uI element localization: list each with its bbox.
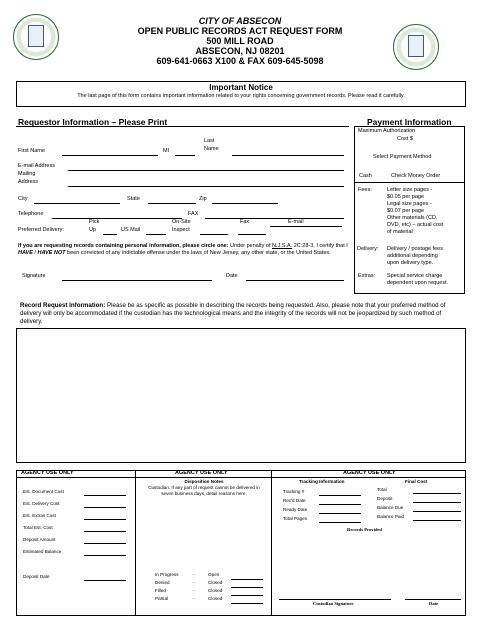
telephone-label: Telephone (18, 211, 44, 217)
estimated-balance-field[interactable] (84, 555, 126, 556)
signature-field[interactable] (62, 280, 212, 281)
agency-title-1: AGENCY USE ONLY (21, 470, 74, 476)
city-label: City (18, 196, 28, 202)
first-name-field[interactable] (62, 155, 158, 156)
deposit-amount-field[interactable] (84, 543, 126, 544)
balance-paid-field[interactable] (413, 520, 461, 521)
cash-option[interactable]: Cash (359, 173, 372, 179)
email-field[interactable] (68, 170, 344, 171)
telephone-field[interactable] (52, 218, 182, 219)
have-not-option[interactable]: HAVE NOT (37, 250, 66, 256)
njsa: N.J.S.A. (272, 243, 293, 249)
last-label-1: Last (204, 138, 215, 144)
first-name-label: First Name (18, 148, 45, 154)
agency-box (16, 470, 466, 616)
status-denied-field[interactable] (231, 587, 263, 588)
us-mail-label: US Mail (121, 227, 141, 233)
payment-title: Payment Information (367, 117, 452, 127)
ready-date-field[interactable] (319, 513, 361, 514)
custodian-date-label: Date (429, 601, 439, 606)
certification-c: been convicted of any indictable offense under the laws of New Jersey, any other state, or the United States. (67, 250, 331, 256)
fees-list: Letter size pages - $0.05 per page Legal size pages - $0.07 per page Other materials (CD, DVD, etc) – actual cost of material (387, 187, 444, 235)
email-delivery-label: E-mail (288, 219, 304, 225)
on-site-label: On-Site (172, 219, 191, 225)
received-date-field[interactable] (319, 504, 361, 505)
state-label: State (127, 196, 140, 202)
city-name: CITY OF ABSECON (198, 16, 282, 26)
form-title: OPEN PUBLIC RECORDS ACT REQUEST FORM (137, 26, 343, 36)
custodian-signature-field[interactable] (279, 599, 391, 600)
email-label: E-mail Address (18, 163, 55, 169)
check-option[interactable]: Check Money Order (391, 173, 441, 179)
max-auth-label: Maximum Authorization (358, 128, 416, 134)
town: ABSECON, NJ 08201 (195, 46, 285, 56)
date-field[interactable] (246, 280, 344, 281)
status-partial-field[interactable] (231, 603, 263, 604)
status-open-field[interactable] (231, 579, 263, 580)
phone: 609-641-0663 X100 & FAX 609-645-5098 (156, 56, 324, 66)
deposit-date: Deposit Date (23, 574, 50, 579)
total-est-cost-field[interactable] (84, 531, 126, 532)
final-deposit-field[interactable] (413, 502, 461, 503)
final-cost-title: Final Cost (405, 479, 428, 484)
notice-box (16, 81, 466, 107)
preferred-delivery-label: Preferred Delivery: (18, 227, 64, 233)
estimated-balance: Estimated Balance (23, 549, 62, 554)
est-document-cost-field[interactable] (84, 495, 126, 496)
up-label: Up (89, 227, 97, 233)
address-label: Address (18, 179, 39, 185)
balance-due-field[interactable] (413, 511, 461, 512)
deposit-date-field[interactable] (84, 580, 126, 581)
mi-label: MI (163, 148, 170, 154)
signature-label: Signature (22, 273, 46, 279)
mailing-label: Mailing (18, 171, 36, 177)
cost-label: Cost $ (397, 136, 413, 142)
agency-title-3: AGENCY USE ONLY (343, 470, 396, 476)
state-field[interactable] (148, 203, 196, 204)
agency-title-2: AGENCY USE ONLY (175, 470, 228, 476)
last-label-2: Name (204, 146, 219, 152)
records-provided-label: Records Provided (347, 527, 383, 532)
disposition-text: Custodian: If any part of request cannot be delivered in seven business days, detail reasons here. (148, 485, 260, 496)
status-filled-field[interactable] (231, 595, 263, 596)
tracking-title: Tracking Information (299, 479, 345, 484)
select-payment-label: Select Payment Method (373, 154, 432, 160)
certification-a: Under penalty of (230, 243, 271, 249)
mail-check[interactable] (146, 234, 166, 235)
certification-b: 2C:28-3, I certify that I (293, 243, 348, 249)
email-check[interactable] (270, 226, 342, 227)
est-document-cost: Est. Document Cost (23, 489, 64, 494)
est-extras-cost: Est. Extras Cost (23, 513, 56, 518)
total-est-cost: Total Est. Cost (23, 525, 53, 530)
address-field[interactable] (68, 186, 344, 187)
custodian-date-field[interactable] (405, 599, 461, 600)
delivery-label: Delivery: (357, 246, 379, 252)
city-field[interactable] (34, 203, 120, 204)
inspect-check[interactable] (200, 234, 228, 235)
status-list-b: Open Closed Closed Closed (208, 572, 223, 601)
street: 500 MILL ROAD (206, 36, 274, 46)
est-delivery-cost-field[interactable] (84, 507, 126, 508)
date-label: Date (226, 273, 238, 279)
notice-text: The last page of this form contains important information related to your rights concerning government records. Please read it carefully. (77, 93, 405, 99)
payment-box (354, 126, 465, 294)
pickup-check[interactable] (103, 234, 117, 235)
zip-label: Zip (199, 196, 207, 202)
fees-label: Fees: (358, 187, 372, 193)
last-name-field[interactable] (232, 155, 344, 156)
have-option[interactable]: HAVE (18, 250, 33, 256)
mi-field[interactable] (175, 155, 195, 156)
record-instructions (20, 302, 464, 326)
custodian-signature-label: Custodian Signature (313, 601, 354, 606)
est-delivery-cost: Est. Delivery Cost (23, 501, 60, 506)
status-list-a: In Progress Denied Filled Partial (155, 572, 179, 601)
record-text: Please be as specific as possible in describing the records being requested. Also, please note that your preferred method of delivery will only be accommodated if the custodian has the technological means and the integrity of the records will not be jeopardized by such method of delivery. (20, 302, 446, 325)
record-title: Record Request Information: (20, 302, 106, 309)
notice-title: Important Notice (209, 83, 273, 92)
est-extras-cost-field[interactable] (84, 519, 126, 520)
fax-check[interactable] (238, 234, 266, 235)
fax-label: FAX (188, 211, 199, 217)
fax-field[interactable] (205, 218, 344, 219)
zip-field[interactable] (212, 203, 278, 204)
status-dashes: - - - - (193, 572, 195, 601)
certification-text: If you are requesting records containing personal information, please circle one: Under penalty of N.J.S.A. 2C:28-3, I certify that I HAVE / HAVE NOT been convicted of any indictable offense under the laws of New Jersey, any other state, or the United States. (18, 243, 348, 256)
inspect-label: Inspect (172, 227, 190, 233)
total-pages-field[interactable] (319, 522, 361, 523)
disposition-title: Disposition Notes (184, 479, 224, 484)
record-request-box[interactable] (16, 328, 466, 463)
requestor-title: Requestor Information – Please Print (18, 117, 168, 127)
deposit-amount: Deposit Amount (23, 537, 56, 542)
tracking-number-field[interactable] (319, 495, 361, 496)
fax-delivery-label: Fax (240, 219, 250, 225)
final-total-field[interactable] (413, 493, 461, 494)
tracking-list: Tracking # Rec'd Date Ready Date Total Pages (283, 489, 308, 521)
pick-label: Pick (89, 219, 100, 225)
final-cost-list: Total Deposit Balance Due Balance Paid (377, 487, 405, 519)
extras-label: Extras: (358, 273, 376, 279)
extras-list: Special service charge dependent upon request. (387, 273, 449, 286)
certification-bold: If you are requesting records containing personal information, please circle one: (18, 243, 229, 249)
delivery-list: Delivery / postage fees additional depending upon delivery type. (387, 246, 443, 266)
